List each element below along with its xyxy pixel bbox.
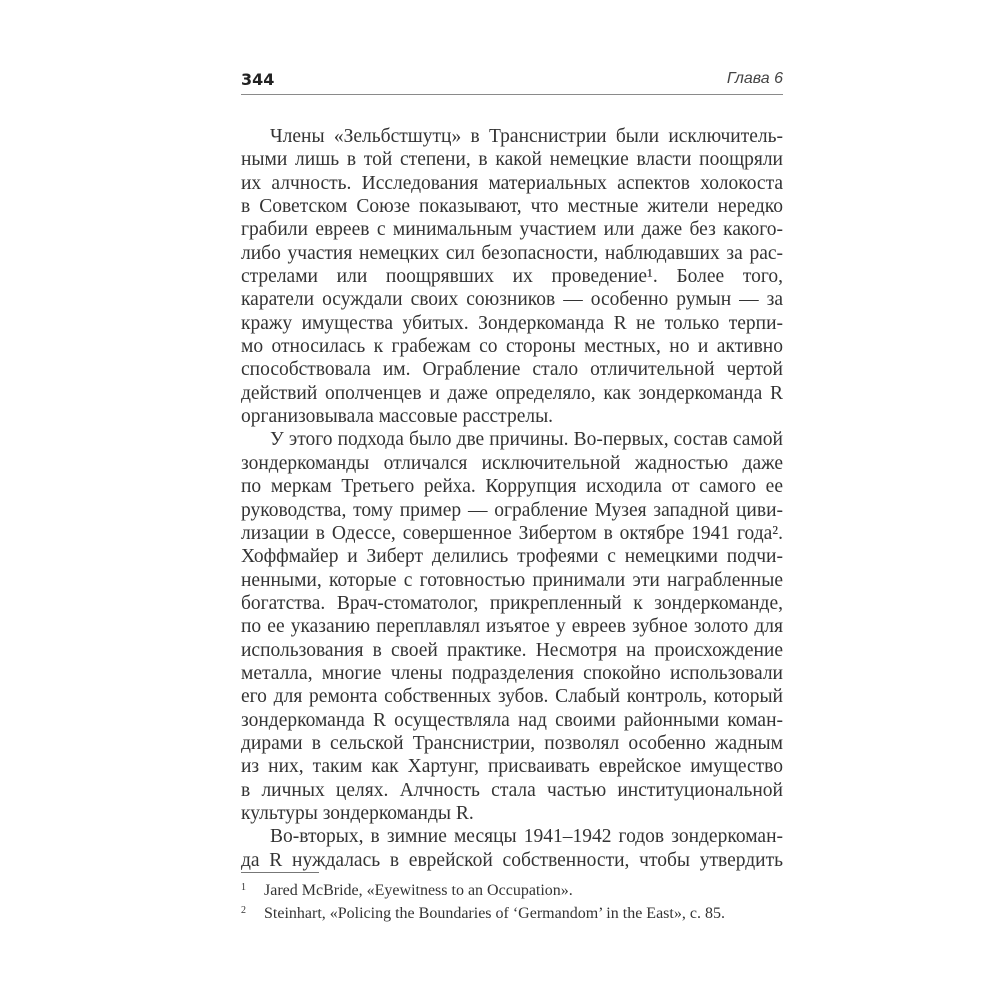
text-line: зондеркоманды отличался исключительной жадностью даже — [241, 452, 783, 474]
text-line: стрелами или поощрявших их проведение¹. Более того, — [241, 266, 783, 288]
running-header — [241, 68, 783, 95]
chapter-title: Глава 6 — [726, 70, 783, 87]
footnote — [241, 902, 783, 925]
text-line: кражу имущества убитых. Зондеркоманда R не только терпи- — [241, 312, 783, 334]
body-text — [241, 125, 783, 872]
text-line: руководства, тому пример — ограбление Музея западной циви- — [241, 499, 783, 521]
text-line: организовывала массовые расстрелы. — [241, 406, 554, 428]
text-line: либо участия немецких сил безопасности, наблюдавших за рас- — [241, 242, 783, 264]
text-line: их алчность. Исследования материальных аспектов холокоста — [241, 172, 783, 194]
footnote-text: Steinhart, «Policing the Boundaries of ‘Germandom’ in the East», c. 85. — [264, 905, 725, 922]
text-line: в личных целях. Алчность стала частью институциональной — [241, 779, 783, 801]
footnote-mark: 2 — [241, 905, 246, 916]
text-line: У этого подхода было две причины. Во-первых, состав самой — [270, 429, 783, 451]
text-line: способствовала им. Ограбление стало отличительной чертой — [241, 359, 783, 381]
text-line: грабили евреев с минимальным участием или даже без какого- — [241, 219, 783, 241]
footnote — [241, 879, 783, 902]
text-line: ными лишь в той степени, в какой немецкие власти поощряли — [241, 149, 783, 171]
text-line: каратели осуждали своих союзников — особенно румын — за — [241, 289, 783, 311]
footnotes — [241, 879, 783, 925]
text-line: металла, многие члены подразделения спокойно использовали — [241, 662, 783, 684]
paragraph — [241, 825, 783, 872]
text-line: культуры зондеркоманды R. — [241, 802, 474, 824]
text-line: Хоффмайер и Зиберт делились трофеями с немецкими подчи- — [241, 546, 783, 568]
text-line: ненными, которые с готовностью принимали эти награбленные — [241, 569, 783, 591]
text-line: Во-вторых, в зимние месяцы 1941–1942 годов зондеркоман- — [270, 826, 783, 848]
text-line: действий ополченцев и даже определяло, как зондеркоманда R — [241, 382, 783, 404]
text-line: лизации в Одессе, совершенное Зибертом в октябре 1941 года². — [241, 522, 783, 544]
text-line: из них, таким как Хартунг, присваивать еврейское имущество — [241, 756, 783, 778]
text-line: дирами в сельской Транснистрии, позволял особенно жадным — [241, 732, 783, 754]
text-line: по меркам Третьего рейха. Коррупция исходила от самого ее — [241, 476, 783, 498]
text-line: в Советском Союзе показывают, что местные жители нередко — [241, 196, 783, 218]
text-line: использования в своей практике. Несмотря на происхождение — [241, 639, 783, 661]
text-line: Члены «Зельбстшутц» в Транснистрии были исключитель- — [270, 126, 783, 147]
footnote-mark: 1 — [241, 882, 246, 893]
text-line: по ее указанию переплавлял изъятое у евреев зубное золото для — [241, 616, 783, 638]
footnote-divider — [241, 872, 319, 873]
text-line: зондеркоманда R осуществляла над своими районными коман- — [241, 709, 783, 731]
footnote-text: Jared McBride, «Eyewitness to an Occupation». — [264, 882, 573, 899]
text-line: мо относилась к грабежам со стороны местных, но и активно — [241, 336, 783, 358]
text-line: да R нуждалась в еврейской собственности, чтобы утвердить — [241, 849, 783, 871]
paragraph — [241, 125, 783, 428]
paragraph — [241, 428, 783, 825]
text-line: его для ремонта собственных зубов. Слабый контроль, который — [241, 686, 783, 708]
text-line: богатства. Врач-стоматолог, прикрепленный к зондеркоманде, — [241, 592, 783, 614]
page-number: 344 — [241, 70, 275, 89]
